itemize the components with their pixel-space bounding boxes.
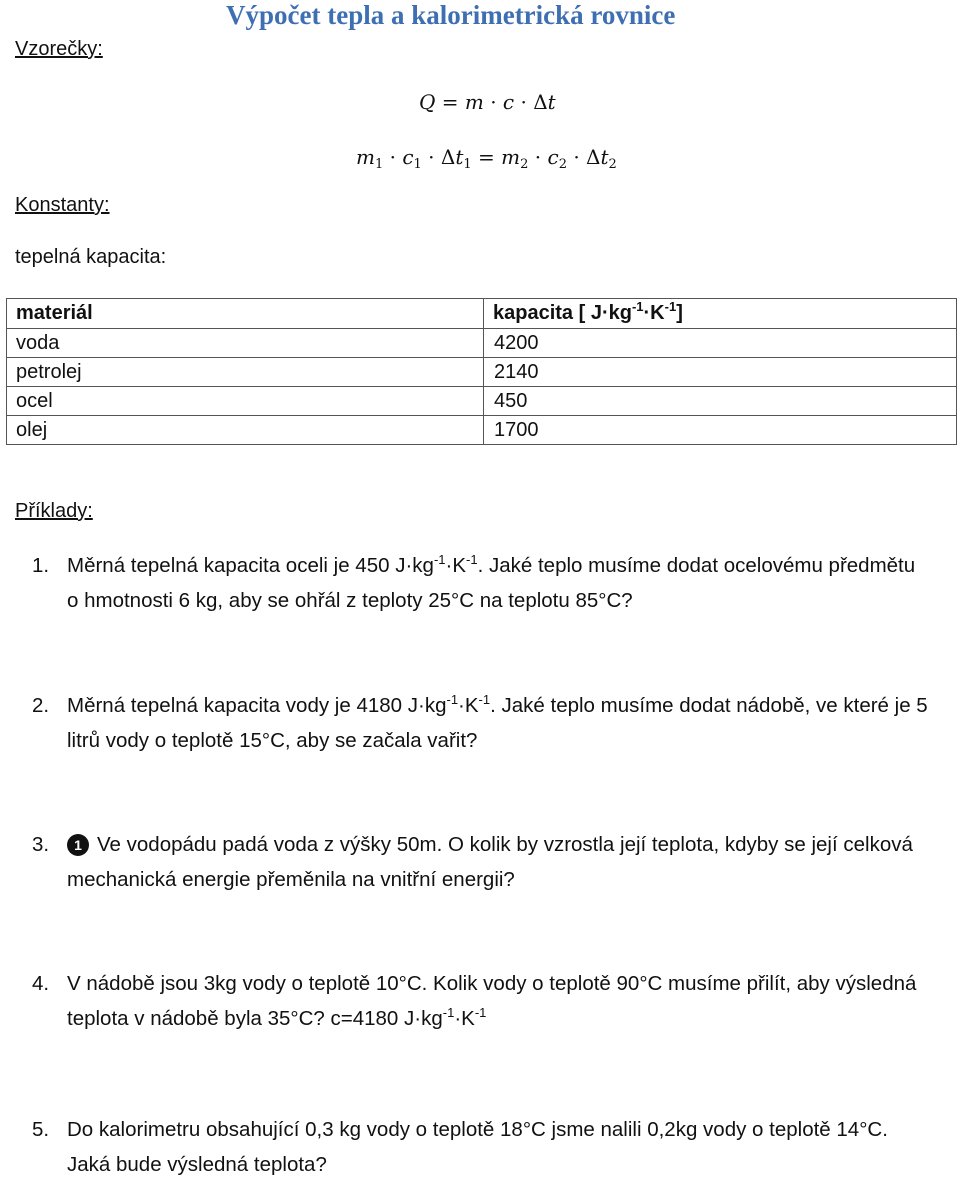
example-text: Do kalorimetru obsahující 0,3 kg vody o teplotě 18°C jsme nalili 0,2kg vody o teplotě 14°C. Jaká bude výsledná teplota? bbox=[67, 1118, 888, 1176]
section-label-konstanty: Konstanty: bbox=[15, 194, 110, 216]
example-1: 1. Měrná tepelná kapacita oceli je 450 $J\cdot kg^{-1}\cdot K^{-1}$. Jaké teplo musíme dodat ocelovému předmětu o hmotnosti 6 kg, aby se ohřál z teploty 25°C na teplotu 85°C? bbox=[32, 548, 932, 618]
formula-heat: Q = m · c · Δt bbox=[419, 90, 556, 114]
heat-capacity-table bbox=[6, 298, 957, 445]
table-row bbox=[7, 329, 957, 358]
cell-value: 2140 bbox=[484, 358, 957, 387]
section-label-priklady: Příklady: bbox=[15, 500, 93, 522]
example-number: 1. bbox=[32, 554, 50, 577]
header-material: materiál bbox=[7, 299, 484, 329]
cell-value: 1700 bbox=[484, 416, 957, 445]
formula-calorimetric: $m_1 \cdot c_1 \cdot \Delta t_1 = m_2 \cdot c_2 \cdot \Delta t_2$ bbox=[356, 145, 617, 172]
table-row bbox=[7, 416, 957, 445]
cell-material: petrolej bbox=[7, 358, 484, 387]
example-number: 4. bbox=[32, 972, 50, 995]
tepelna-kapacita-label: tepelná kapacita: bbox=[15, 246, 167, 268]
example-4: 4. V nádobě jsou 3kg vody o teplotě 10°C. Kolik vody o teplotě 90°C musíme přilít, aby výsledná teplota v nádobě byla 35°C? c=4180 $J\cdot kg^{-1}\cdot K^{-1}$ bbox=[32, 966, 932, 1036]
cell-value: 4200 bbox=[484, 329, 957, 358]
table-row bbox=[7, 358, 957, 387]
section-label-vzorecky: Vzorečky: bbox=[15, 38, 103, 60]
example-5 bbox=[32, 1112, 932, 1182]
page-title: Výpočet tepla a kalorimetrická rovnice bbox=[226, 0, 676, 30]
table-row bbox=[7, 387, 957, 416]
header-kapacita: kapacita [ $J\cdot kg^{-1}\cdot K^{-1}$] bbox=[484, 299, 957, 329]
cell-value: 450 bbox=[484, 387, 957, 416]
example-number: 5. bbox=[32, 1118, 50, 1141]
table-header-row bbox=[7, 299, 957, 329]
example-3: 3. 1 Ve vodopádu padá voda z výšky 50m. O kolik by vzrostla její teplota, kdyby se její celková mechanická energie přeměnila na vnitřní energii? bbox=[32, 827, 932, 897]
cell-material: voda bbox=[7, 329, 484, 358]
difficulty-badge: 1 bbox=[67, 834, 89, 856]
cell-material: ocel bbox=[7, 387, 484, 416]
cell-material: olej bbox=[7, 416, 484, 445]
example-2: 2. Měrná tepelná kapacita vody je 4180 $J\cdot kg^{-1}\cdot K^{-1}$. Jaké teplo musíme dodat nádobě, ve které je 5 litrů vody o teplotě 15°C, aby se začala vařit? bbox=[32, 688, 932, 758]
example-number: 2. bbox=[32, 694, 50, 717]
example-number: 3. bbox=[32, 833, 50, 856]
